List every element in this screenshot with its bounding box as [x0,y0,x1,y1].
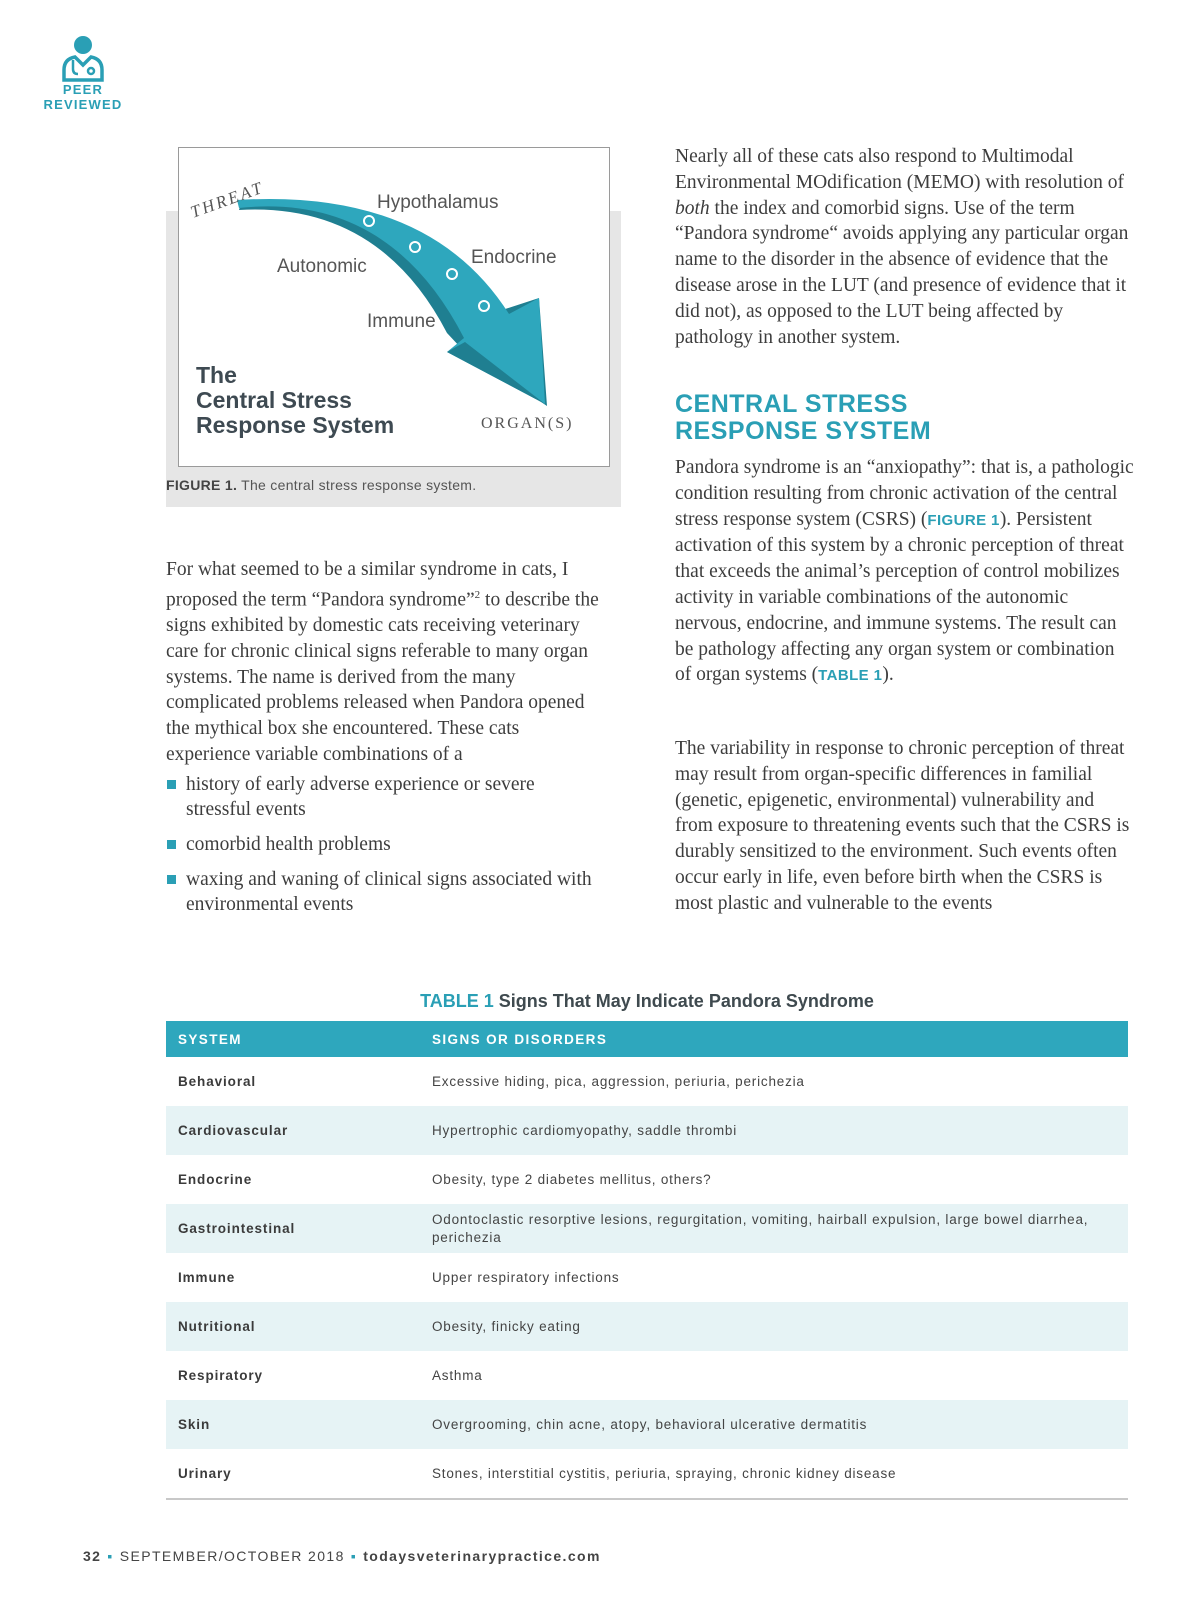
column-header-system: SYSTEM [166,1021,420,1057]
figure-caption-text: The central stress response system. [241,477,477,493]
table-row: Nutritional Obesity, finicky eating [166,1302,1128,1351]
list-item: comorbid health problems [166,832,596,857]
figure-title-line1: The [196,362,237,388]
table-row: Behavioral Excessive hiding, pica, aggression, periuria, perichezia [178,1073,805,1089]
figure-1-link[interactable]: FIGURE 1 [927,511,1000,529]
table-row: Immune Upper respiratory infections [178,1269,620,1285]
peer-reviewed-badge [40,34,126,112]
figure-csrs-diagram [178,147,610,467]
badge-line2: REVIEWED [43,97,123,112]
right-paragraph-1: Nearly all of these cats also respond to Multimodal Environmental MOdification (MEMO) with resolution of both the index and comorbid signs. Use of the term “Pandora syndrome“ avoids applying any particular organ name to the disorder in the absence of evidence that the disease arose in the LUT (and presence of evidence that it did not), as opposed to the LUT being affected by pathology in another system. [675,146,1129,348]
list-item: waxing and waning of clinical signs associated with environmental events [166,867,596,917]
table-row: Cardiovascular Hypertrophic cardiomyopathy, saddle thrombi [166,1106,1128,1155]
table-row: Respiratory Asthma [178,1367,483,1383]
label-endocrine: Endocrine [471,247,557,268]
label-organs: ORGAN(S) [481,415,574,432]
label-autonomic: Autonomic [277,256,367,277]
page-number: 32 [83,1548,102,1564]
table-row: Gastrointestinal Odontoclastic resorptive lesions, regurgitation, vomiting, hairball expulsion, large bowel diarrhea, perichezia [166,1204,1128,1253]
list-item: history of early adverse experience or severe stressful events [166,772,596,822]
table-row: Endocrine Obesity, type 2 diabetes mellitus, others? [178,1171,712,1187]
figure-title-line3: Response System [196,412,395,438]
right-paragraph-2: Pandora syndrome is an “anxiopathy”: that is, a pathologic condition resulting from chronic activation of the central stress response system (CSRS) (FIGURE 1). Persistent activation of this system by a chronic perception of threat that exceeds the animal’s perception of control mobilizes activity in variable combinations of the autonomic nervous, endocrine, and immune systems. The result can be pathology affecting any organ system or combination of organ systems (TABLE 1). [675,457,1134,686]
figure-caption-label: FIGURE 1. [166,477,238,493]
signs-table [166,1021,1128,1500]
table-header-row [166,1021,1128,1057]
doctor-icon [60,34,106,82]
right-paragraph-3: The variability in response to chronic perception of threat may result from organ-specific differences in familial (genetic, epigenetic, environmental) vulnerability and from exposure to threatening events such that the CSRS is durably sensitized to the environment. Such events often occur early in life, even before birth when the CSRS is most plastic and vulnerable to the events [675,738,1130,914]
table-row: Skin Overgrooming, chin acne, atopy, behavioral ulcerative dermatitis [166,1400,1128,1449]
table-row: Urinary Stones, interstitial cystitis, periuria, spraying, chronic kidney disease [166,1449,1128,1499]
table-title: TABLE 1 Signs That May Indicate Pandora Syndrome [420,991,874,1011]
label-threat: THREAT [187,177,267,222]
badge-line1: PEER [62,82,104,97]
label-immune: Immune [367,311,436,332]
figure-caption [166,477,476,493]
section-heading: CENTRAL STRESS RESPONSE SYSTEM [675,390,932,445]
figure-title-line2: Central Stress [196,387,352,413]
page-footer: 32 ▪ SEPTEMBER/OCTOBER 2018 ▪ todaysveterinarypractice.com [83,1548,601,1564]
website-link[interactable]: todaysveterinarypractice.com [363,1548,601,1564]
column-header-signs: SIGNS OR DISORDERS [420,1021,1128,1057]
left-paragraph: For what seemed to be a similar syndrome in cats, I proposed the term “Pandora syndrome”$^2$ to describe the signs exhibited by domestic cats receiving veterinary care for chronic clinical signs referable to many organ systems. The name is derived from the many complicated problems released when Pandora opened the mythical box she encountered. These cats experience variable combinations of a [166,559,599,766]
bullet-list [166,772,596,927]
table-1-link[interactable]: TABLE 1 [818,667,883,685]
label-hypothalamus: Hypothalamus [377,192,499,213]
issue-date: SEPTEMBER/OCTOBER 2018 [119,1548,345,1564]
